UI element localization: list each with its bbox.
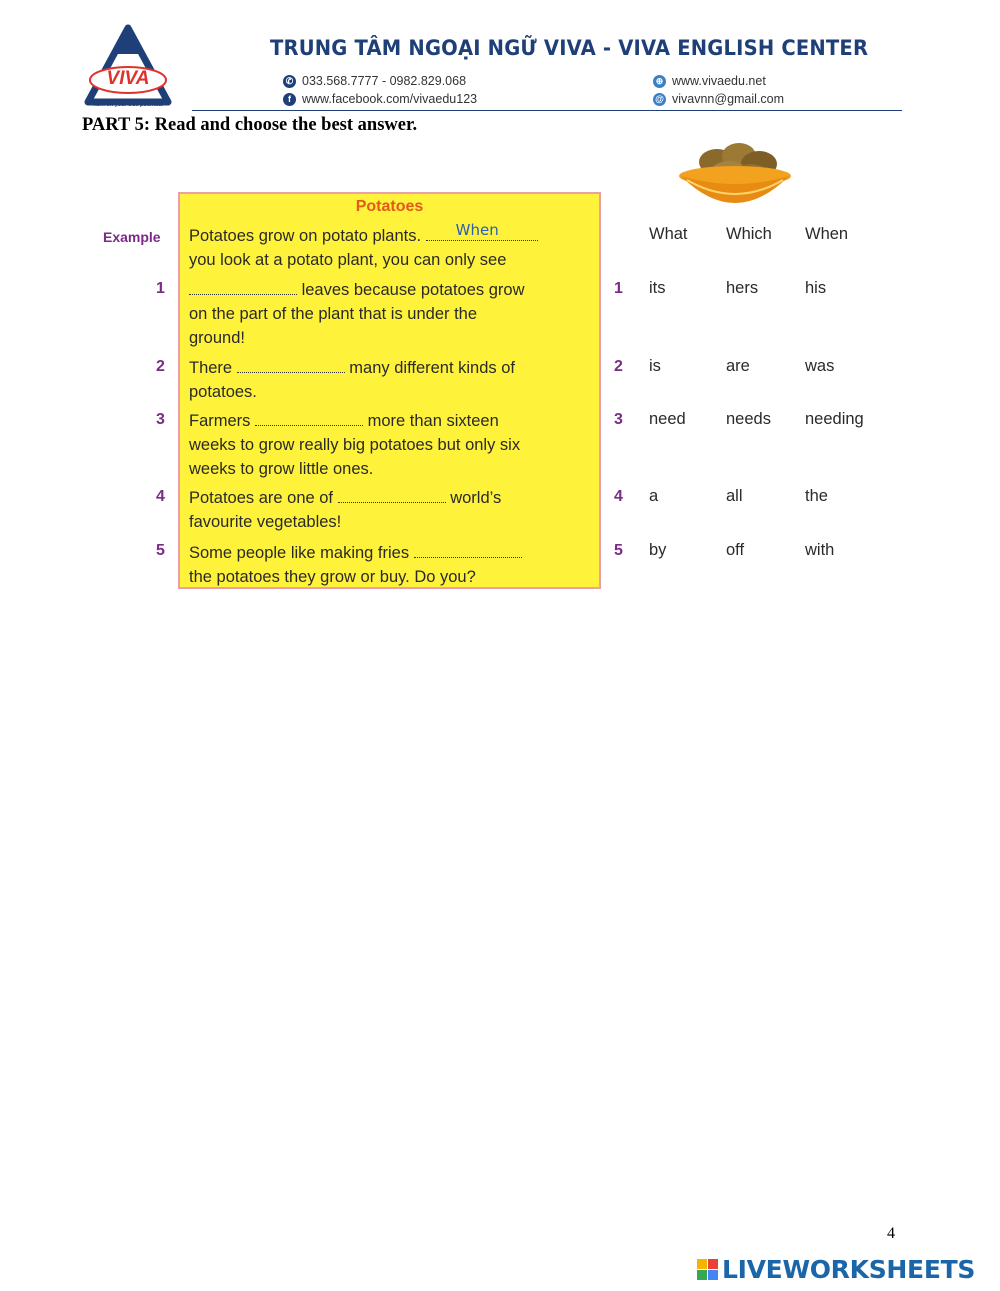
facebook-icon: f (283, 93, 296, 106)
liveworksheets-brand[interactable] (697, 1255, 975, 1284)
example-option-2: Which (726, 225, 772, 243)
q4-line-2: favourite vegetables! (189, 513, 342, 531)
email-text[interactable]: vivavnn@gmail.com (672, 92, 785, 106)
q4-number: 4 (156, 488, 165, 505)
example-text-a: Potatoes grow on potato plants. (189, 227, 422, 245)
q3-option-c[interactable]: needing (805, 410, 864, 428)
brand-text: LIVEWORKSHEETS (722, 1255, 976, 1284)
q2-line-2: potatoes. (189, 383, 257, 401)
q5-number: 5 (156, 542, 165, 559)
header-divider (192, 110, 902, 111)
phone-contact (283, 74, 466, 88)
example-answer: When (455, 221, 499, 239)
q1-blank[interactable] (189, 280, 297, 295)
q3-blank[interactable] (255, 411, 363, 426)
q2-option-number: 2 (614, 358, 623, 375)
example-label: Example (103, 229, 161, 245)
q2-option-a[interactable]: is (649, 357, 661, 375)
q2-number: 2 (156, 358, 165, 375)
logo-tagline: Turn on your true potential (93, 102, 163, 108)
q1-number: 1 (156, 280, 165, 297)
q5-blank[interactable] (414, 543, 522, 558)
email-contact (653, 92, 784, 106)
q3-option-number: 3 (614, 411, 623, 428)
q3-text-a: Farmers (189, 412, 251, 430)
facebook-text[interactable]: www.facebook.com/vivaedu123 (302, 92, 478, 106)
q3-option-b[interactable]: needs (726, 410, 771, 428)
q4-text-a: Potatoes are one of (189, 489, 334, 507)
q2-option-c[interactable]: was (805, 357, 835, 375)
q5-line-2: the potatoes they grow or buy. Do you? (189, 568, 476, 586)
center-name: TRUNG TÂM NGOẠI NGỮ VIVA - VIVA ENGLISH CENTER (270, 36, 869, 60)
q1-option-c[interactable]: his (805, 279, 827, 297)
q4-option-number: 4 (614, 488, 623, 505)
q2-option-b[interactable]: are (726, 357, 750, 375)
q5-line-1 (189, 541, 522, 565)
q3-line-1 (189, 409, 499, 433)
q4-blank[interactable] (338, 488, 446, 503)
example-option-3: When (805, 225, 849, 243)
logo-text: VIVA (106, 68, 150, 89)
phone-text: 033.568.7777 - 0982.829.068 (302, 74, 467, 88)
viva-logo (82, 24, 174, 112)
example-blank (426, 221, 538, 241)
phone-icon: ✆ (283, 75, 296, 88)
q3-text-b: more than sixteen (367, 412, 499, 430)
q1-line-1 (189, 278, 525, 302)
page-number: 4 (887, 1225, 895, 1242)
q1-line-3: ground! (189, 329, 245, 347)
q4-option-a[interactable]: a (649, 487, 659, 505)
q3-line-3: weeks to grow little ones. (189, 460, 374, 478)
q5-option-c[interactable]: with (805, 541, 835, 559)
website-contact (653, 74, 766, 88)
q4-option-b[interactable]: all (726, 487, 743, 505)
q1-option-number: 1 (614, 280, 623, 297)
liveworksheets-logo-icon (697, 1259, 718, 1280)
q2-text-b: many different kinds of (349, 359, 515, 377)
q5-option-number: 5 (614, 542, 623, 559)
q5-text-a: Some people like making fries (189, 544, 410, 562)
q5-option-b[interactable]: off (726, 541, 745, 559)
q5-option-a[interactable]: by (649, 541, 667, 559)
website-text[interactable]: www.vivaedu.net (672, 74, 766, 88)
q2-text-a: There (189, 359, 233, 377)
email-icon: @ (653, 93, 666, 106)
q1-text-a: leaves because potatoes grow (301, 281, 525, 299)
example-line-1 (189, 221, 538, 248)
q3-line-2: weeks to grow really big potatoes but only six (189, 436, 521, 454)
q2-line-1 (189, 356, 515, 380)
potato-bowl-image (677, 138, 793, 216)
q1-option-a[interactable]: its (649, 279, 666, 297)
q3-number: 3 (156, 411, 165, 428)
q2-blank[interactable] (237, 358, 345, 373)
example-option-1: What (649, 225, 688, 243)
passage-title: Potatoes (355, 198, 424, 215)
facebook-contact (283, 92, 477, 106)
q4-line-1 (189, 486, 501, 510)
q1-line-2: on the part of the plant that is under the (189, 305, 478, 323)
q1-option-b[interactable]: hers (726, 279, 759, 297)
globe-icon: ⊕ (653, 75, 666, 88)
example-line-2: you look at a potato plant, you can only see (189, 251, 507, 269)
part-title: PART 5: Read and choose the best answer. (82, 115, 418, 135)
q3-option-a[interactable]: need (649, 410, 686, 428)
q4-option-c[interactable]: the (805, 487, 828, 505)
q4-text-b: world’s (450, 489, 502, 507)
